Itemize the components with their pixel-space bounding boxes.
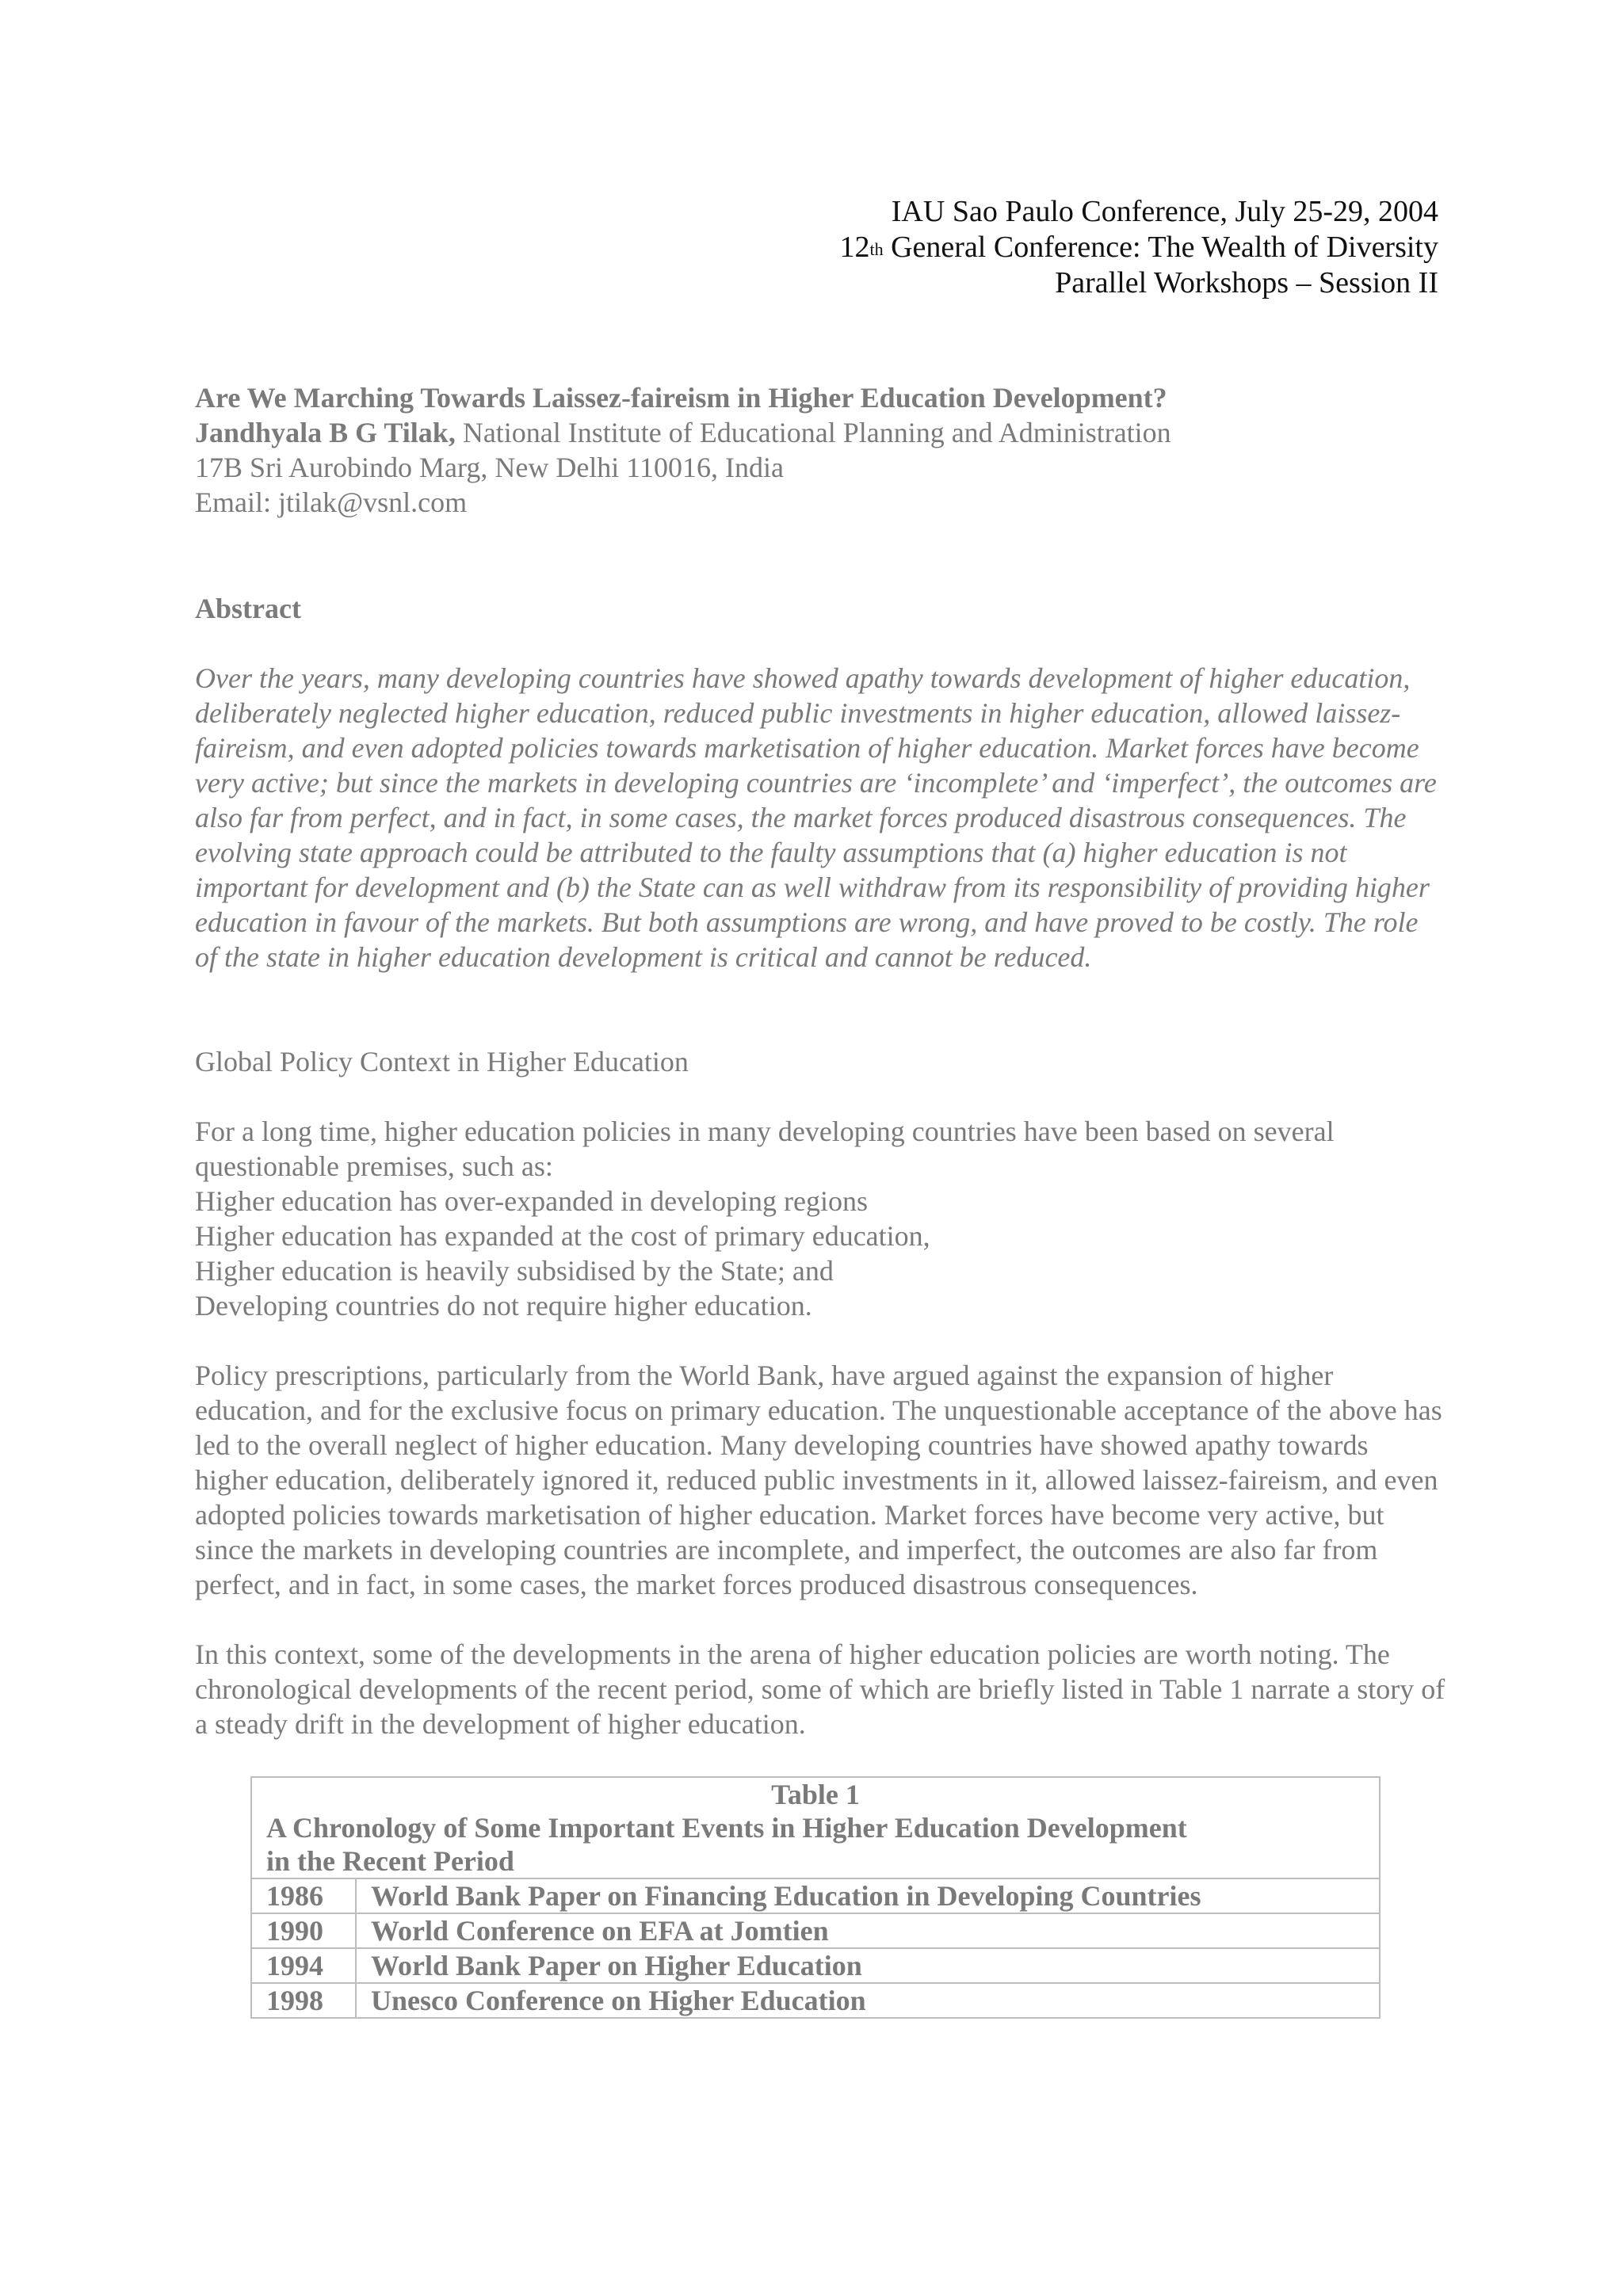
author-address: 17B Sri Aurobindo Marg, New Delhi 110016, India xyxy=(195,452,784,483)
author-name: Jandhyala B G Tilak, xyxy=(195,417,456,448)
table-caption-line-1: A Chronology of Some Important Events in Higher Education Development xyxy=(266,1812,1187,1844)
premise-item: Developing countries do not require higher education. xyxy=(195,1290,812,1322)
conference-header xyxy=(839,194,1438,301)
premise-item: Higher education has expanded at the cost of primary education, xyxy=(195,1220,930,1252)
table-row xyxy=(251,1913,1380,1948)
table-event-cell: World Bank Paper on Higher Education xyxy=(356,1948,1380,1983)
intro-text: For a long time, higher education policies in many developing countries have been based on several questionable premises, such as: xyxy=(195,1116,1335,1182)
policy-paragraph: Policy prescriptions, particularly from the World Bank, have argued against the expansion of higher education, and for the exclusive focus on primary education. The unquestionable acceptance of the above has led to the overall neglect of higher education. Many developing countries have showed apathy towards higher education, deliberately ignored it, reduced public investments in it, allowed laissez-faireism, and even adopted policies towards marketisation of higher education. Market forces have become very active, but since the markets in developing countries are incomplete, and imperfect, the outcomes are also far from perfect, and in fact, in some cases, the market forces produced disastrous consequences. xyxy=(195,1360,1442,1600)
table-title: Table 1 xyxy=(771,1779,860,1810)
document-body xyxy=(195,380,1447,2019)
chronology-table xyxy=(250,1776,1381,2019)
table-row xyxy=(251,1878,1380,1913)
author-affiliation: National Institute of Educational Planning and Administration xyxy=(455,417,1171,448)
table-header-row xyxy=(251,1777,1380,1878)
context-paragraph: In this context, some of the developments in the arena of higher education policies are worth noting. The chronological developments of the recent period, some of which are briefly listed in Table 1 narrate a story of a steady drift in the development of higher education. xyxy=(195,1638,1445,1740)
table-year-cell: 1986 xyxy=(251,1878,356,1913)
conference-theme: General Conference: The Wealth of Diversity xyxy=(883,231,1438,264)
abstract-text: Over the years, many developing countries have showed apathy towards development of higher education, deliberately neglected higher education, reduced public investments in higher education, allowed laissez-faireism, and even adopted policies towards marketisation of higher education. Market forces have become very active; but since the markets in developing countries are ‘incomplete’ and ‘imperfect’, the outcomes are also far from perfect, and in fact, in some cases, the market forces produced disastrous consequences. The evolving state approach could be attributed to the faulty assumptions that (a) higher education is not important for development and (b) the State can as well withdraw from its responsibility of providing higher education in favour of the markets. But both assumptions are wrong, and have proved to be costly. The role of the state in higher education development is critical and cannot be reduced. xyxy=(195,662,1437,973)
paper-title: Are We Marching Towards Laissez-faireism in Higher Education Development? xyxy=(195,382,1167,414)
paper-title-block xyxy=(195,380,1447,520)
premise-item: Higher education is heavily subsidised by the State; and xyxy=(195,1255,834,1287)
table-year-cell: 1998 xyxy=(251,1983,356,2018)
table-year-cell: 1990 xyxy=(251,1913,356,1948)
table-header-cell xyxy=(251,1777,1380,1878)
conference-line-3: Parallel Workshops – Session II xyxy=(1055,266,1438,299)
author-email: Email: jtilak@vsnl.com xyxy=(195,486,468,518)
table-event-cell: Unesco Conference on Higher Education xyxy=(356,1983,1380,2018)
section-intro xyxy=(195,1114,1447,1323)
table-row xyxy=(251,1983,1380,2018)
table-event-cell: World Conference on EFA at Jomtien xyxy=(356,1913,1380,1948)
abstract-heading: Abstract xyxy=(195,593,301,624)
author-line xyxy=(195,415,1447,450)
conference-line-2 xyxy=(839,230,1438,265)
table-event-cell: World Bank Paper on Financing Education in Developing Countries xyxy=(356,1878,1380,1913)
ordinal-suffix: th xyxy=(869,239,884,259)
section-heading: Global Policy Context in Higher Education xyxy=(195,1046,689,1077)
table-caption-line-2: in the Recent Period xyxy=(266,1845,514,1877)
table-row xyxy=(251,1948,1380,1983)
chronology-table-wrapper xyxy=(250,1776,1381,2019)
conference-line-1: IAU Sao Paulo Conference, July 25-29, 2004 xyxy=(891,195,1438,228)
conference-number: 12 xyxy=(839,231,870,264)
table-year-cell: 1994 xyxy=(251,1948,356,1983)
premise-item: Higher education has over-expanded in developing regions xyxy=(195,1185,869,1217)
